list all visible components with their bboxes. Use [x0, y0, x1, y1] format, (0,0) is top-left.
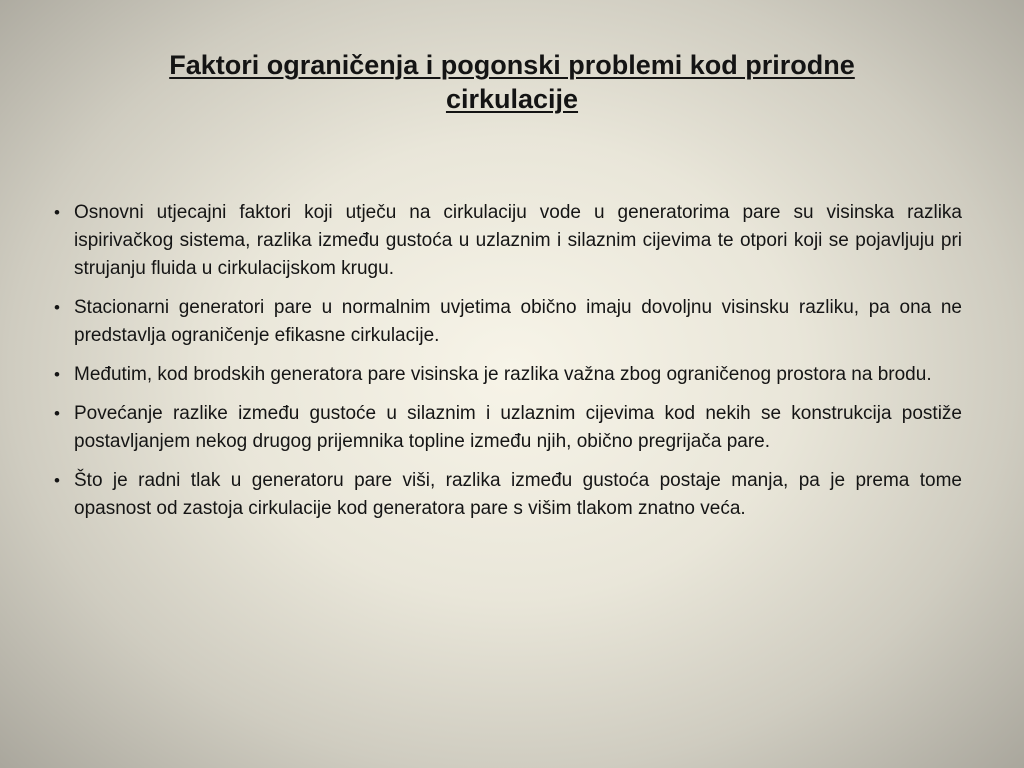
bullet-icon: • [54, 365, 60, 384]
bullet-text: Što je radni tlak u generatoru pare viši, razlika između gustoća postaje manja, pa je prema tome opasnost od zastoja cirkulacije kod generatora pare s višim tlakom znatno veća. [74, 470, 962, 519]
bullet-icon: • [54, 203, 60, 222]
bullet-item [54, 361, 962, 389]
bullet-item [54, 294, 962, 350]
bullet-icon: • [54, 298, 60, 317]
bullet-item [54, 400, 962, 456]
bullet-text: Međutim, kod brodskih generatora pare visinska je razlika važna zbog ograničenog prostora na brodu. [74, 364, 932, 385]
bullet-text: Stacionarni generatori pare u normalnim uvjetima obično imaju dovoljnu visinsku razliku, pa ona ne predstavlja ograničenje efikasne cirkulacije. [74, 297, 962, 346]
bullet-icon: • [54, 471, 60, 490]
bullet-item [54, 199, 962, 283]
bullet-icon: • [54, 404, 60, 423]
bullet-item [54, 467, 962, 523]
slide-title: Faktori ograničenja i pogonski problemi kod prirodne cirkulacije [169, 50, 855, 114]
bullet-text: Povećanje razlike između gustoće u silaznim i uzlaznim cijevima kod nekih se konstrukcija postiže postavljanjem nekog drugog prijemnika topline između njih, obično pregrijača pare. [74, 403, 962, 452]
bullet-list [54, 199, 962, 534]
bullet-text: Osnovni utjecajni faktori koji utječu na cirkulaciju vode u generatorima pare su visinska razlika ispirivačkog sistema, razlika između gustoća u uzlaznim i silaznim cijevima te otpori koji se pojavljuju pri strujanju fluida u cirkulacijskom krugu. [74, 202, 962, 279]
